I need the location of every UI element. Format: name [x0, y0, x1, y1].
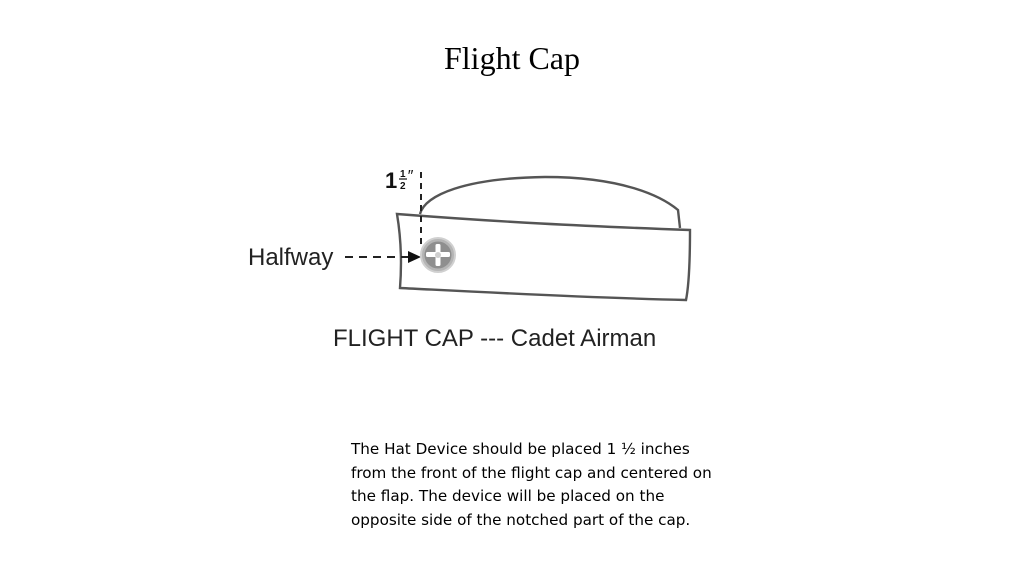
diagram-caption: FLIGHT CAP --- Cadet Airman: [333, 325, 657, 352]
measurement-unit: ″: [407, 168, 413, 185]
description-text: The Hat Device should be placed 1 ½ inches from the front of the flight cap and centered on the flap. The device will be placed on the opposite side of the notched part of the cap.: [351, 440, 712, 529]
hat-device-icon: [421, 238, 455, 272]
slide-title: Flight Cap: [443, 40, 580, 76]
measurement-whole: 1: [385, 168, 398, 193]
measurement-numerator: 1: [400, 169, 406, 180]
halfway-label: Halfway: [248, 244, 334, 271]
measurement-denominator: 2: [400, 181, 406, 192]
measurement-label: [385, 168, 414, 193]
